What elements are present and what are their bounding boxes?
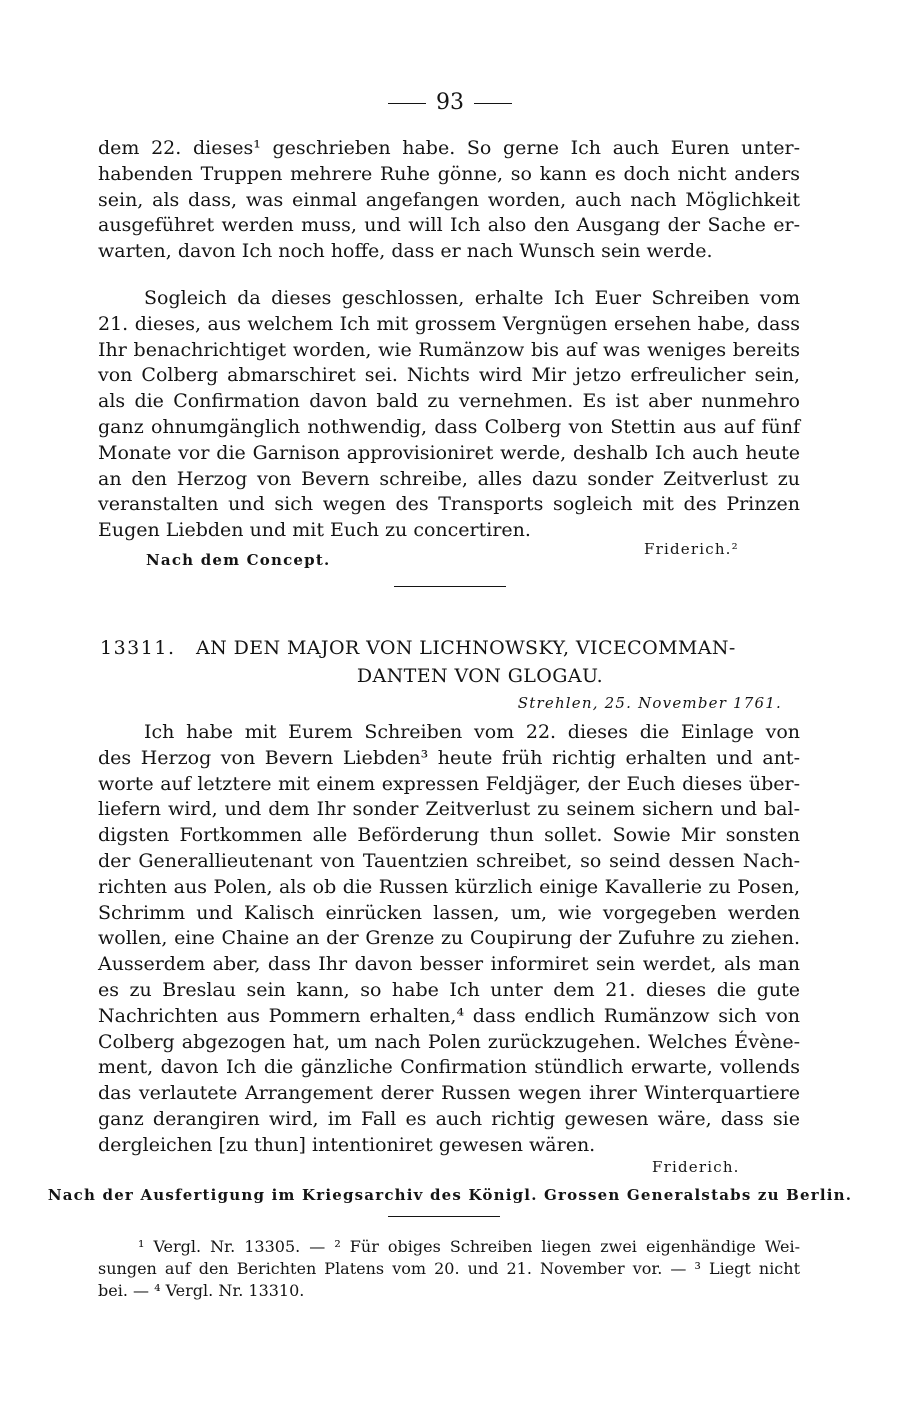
text-line: an den Herzog von Bevern schreibe, alles dazu sonder Zeitverlust zu <box>98 467 800 490</box>
text-line: dem 22. dieses¹ geschrieben habe. So gerne Ich auch Euren unter- <box>98 137 800 159</box>
text-line: des Herzog von Bevern Liebden³ heute früh richtig erhalten und ant- <box>98 746 800 769</box>
text-line: Sogleich da dieses geschlossen, erhalte Ich Euer Schreiben vom <box>144 287 800 309</box>
source-note: Nach dem Concept. <box>146 551 331 569</box>
footnotes <box>98 1236 800 1302</box>
document-number: 13311. <box>100 637 176 659</box>
text-line: ausgeführet werden muss, und will Ich also den Ausgang der Sache er- <box>98 214 800 237</box>
text-line: ment, davon Ich die gänzliche Confirmation stündlich erwarte, vollends <box>98 1056 800 1079</box>
place-date: Strehlen, 25. November 1761. <box>517 694 782 712</box>
text-line: sein, als dass, was einmal angefangen worden, auch nach Möglichkeit <box>98 188 800 211</box>
text-line: als die Confirmation davon bald zu vernehmen. Es ist aber nunmehro <box>98 390 800 413</box>
page-number-rule-right <box>474 103 512 104</box>
text-line: wollen, eine Chaine an der Grenze zu Coupirung der Zufuhre zu ziehen. <box>98 927 800 950</box>
text-line: ganz ohnumgänglich nothwendig, dass Colberg von Stettin aus auf fünf <box>98 415 800 438</box>
text-line: ganz derangiren wird, im Fall es auch richtig gewesen wäre, dass sie <box>98 1107 800 1130</box>
page-number <box>0 88 900 118</box>
text-line: veranstalten und sich wegen des Transports sogleich mit des Prinzen <box>98 493 800 516</box>
footnote-line: bei. — ⁴ Vergl. Nr. 13310. <box>98 1281 305 1300</box>
text-line: digsten Fortkommen alle Beförderung thun sollet. Sowie Mir sonsten <box>98 824 800 847</box>
text-line: 21. dieses, aus welchem Ich mit grossem Vergnügen ersehen habe, dass <box>98 312 800 335</box>
text-line: Ihr benachrichtiget worden, wie Rumänzow bis auf was weniges bereits <box>98 338 800 361</box>
page-number-rule-left <box>388 103 426 104</box>
letter-postscript-paragraph <box>98 286 800 544</box>
footnote-line: ¹ Vergl. Nr. 13305. — ² Für obiges Schreiben liegen zwei eigenhändige Wei- <box>138 1237 800 1256</box>
page-number-text: 93 <box>436 90 464 115</box>
text-line: richten aus Polen, als ob die Russen kürzlich einige Kavallerie zu Posen, <box>98 875 800 898</box>
text-line: liefern wird, und dem Ihr sonder Zeitverlust zu seinem sichern und bal- <box>98 798 800 821</box>
text-line: Ich habe mit Eurem Schreiben vom 22. dieses die Einlage von <box>144 721 800 743</box>
section-divider <box>394 586 506 587</box>
text-line: es zu Breslau sein kann, so habe Ich unter dem 21. dieses die gute <box>98 978 800 1001</box>
text-line: von Colberg abmarschiret sei. Nichts wird Mir jetzo erfreulicher sein, <box>98 364 800 387</box>
text-line: warten, davon Ich noch hoffe, dass er nach Wunsch sein werde. <box>98 240 713 263</box>
text-line: habenden Truppen mehrere Ruhe gönne, so kann es doch nicht anders <box>98 162 800 185</box>
heading-line-1: AN DEN MAJOR VON LICHNOWSKY, VICECOMMAN- <box>196 637 736 659</box>
text-line: der Generallieutenant von Tauentzien schreibet, so seind dessen Nach- <box>98 849 800 872</box>
text-line: worte auf letztere mit einem expressen Feldjäger, der Euch dieses über- <box>98 772 800 795</box>
letter-body <box>98 720 800 1159</box>
letter-continuation-paragraph <box>98 136 800 265</box>
text-line: Monate vor die Garnison approvisioniret werde, deshalb Ich auch heute <box>98 441 800 464</box>
heading-line-2: DANTEN VON GLOGAU. <box>356 665 604 687</box>
text-line: Ausserdem aber, dass Ihr davon besser informiret sein werdet, als man <box>98 953 800 976</box>
text-line: Nachrichten aus Pommern erhalten,⁴ dass endlich Rumänzow sich von <box>98 1004 800 1027</box>
signature: Friderich. <box>652 1158 740 1176</box>
source-note: Nach der Ausfertigung im Kriegsarchiv des Königl. Grossen Generalstabs zu Berlin. <box>47 1186 853 1204</box>
text-line: Schrimm und Kalisch einrücken lassen, um, wie vorgegeben werden <box>98 901 800 924</box>
text-line: das verlautete Arrangement derer Russen wegen ihrer Winterquartiere <box>98 1082 800 1105</box>
footnote-divider <box>388 1216 500 1217</box>
text-line: Eugen Liebden und mit Euch zu concertiren. <box>98 519 531 542</box>
footnote-line: sungen auf den Berichten Platens vom 20. und 21. November vor. — ³ Liegt nicht <box>98 1259 800 1278</box>
text-line: dergleichen [zu thun] intentioniret gewesen wären. <box>98 1133 596 1156</box>
text-line: Colberg abgezogen hat, um nach Polen zurückzugehen. Welches Évène- <box>98 1030 800 1053</box>
document-heading <box>100 634 800 690</box>
signature: Friderich.² <box>644 540 739 558</box>
